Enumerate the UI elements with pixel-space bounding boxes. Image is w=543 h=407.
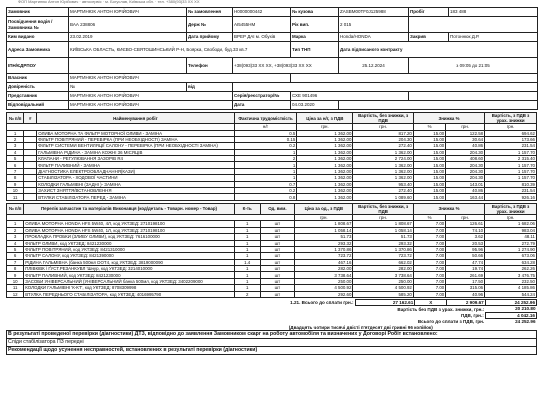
works-col-sum: Вартість, з ПДВ з урах. знижки: [485, 113, 537, 124]
parts-row-no: 1: [7, 221, 24, 227]
works-row-sum: 810.39: [485, 181, 537, 187]
works-col-sum-nodisc: Вартість, без знижки, з ПДВ: [353, 113, 413, 124]
accept-date-value: 23.02.2019: [69, 33, 187, 42]
works-row-sum: 173.66: [485, 136, 537, 142]
works-unit-hours: н/г: [234, 124, 297, 130]
parts-row-pct: 7.00: [413, 278, 445, 284]
parts-row-unit: шт: [260, 272, 295, 278]
works-row-name: ФІЛЬТР ПАЛИВНИЙ - ЗАМІНА: [37, 162, 235, 168]
works-row-no: 4: [7, 149, 24, 155]
grand-total-x: X: [415, 300, 447, 306]
parts-row-name: ФІЛЬТР САЛОНУ, код УКТЗЕД: 8421390000: [24, 253, 234, 259]
parts-row-price: 293.32: [295, 240, 353, 246]
works-col-hours: Фактична трудомісткість: [234, 113, 297, 124]
owner-label: Власник: [7, 74, 69, 83]
closed-by-value: Потоннюк Д.Р.: [449, 33, 538, 42]
parts-row-unit: шт: [260, 253, 295, 259]
parts-row-disc: 19.74: [446, 266, 485, 272]
parts-row-unit: шт: [260, 291, 295, 297]
customer-label: Замовник: [7, 8, 69, 17]
works-row-name: КЛАПАНИ - РЕГУЛЮВАННЯ ЗАЗОРІВ R4: [37, 156, 235, 162]
parts-row-disc: 126.61: [446, 221, 485, 227]
works-row-sum: 231.54: [485, 188, 537, 194]
parts-col-nodisc: Вартість, без знижки, з ПДВ: [353, 203, 413, 214]
parts-row-sum: 272.79: [485, 240, 537, 246]
works-row-hours: 0.5: [234, 130, 297, 136]
works-row-no: 10: [7, 188, 24, 194]
phone-value: +38(093)33 XX XX, +38(093)33 XX XX: [233, 58, 339, 74]
works-row-nodisc: 272.40: [353, 143, 413, 149]
parts-row-unit: шт: [260, 246, 295, 252]
parts-row-nodisc: 250.00: [353, 278, 413, 284]
parts-row-sum: 634.28: [485, 259, 537, 265]
parts-row-sum: 1 682.06: [485, 221, 537, 227]
parts-row-no: 7: [7, 259, 24, 265]
works-row-disc: 122.58: [446, 130, 485, 136]
parts-row-pct: 7.00: [413, 221, 445, 227]
works-row-name: ДІАГНОСТИКА ЕЛЕКТРООБЛАДНАННЯ(КАЗИ): [37, 168, 235, 174]
works-row-pct: 15.00: [413, 194, 445, 200]
tax-id-value: [69, 58, 187, 74]
who-issued-value: ВРЕР ДАІ м. Обухів: [233, 33, 291, 42]
works-row-no: 3: [7, 143, 24, 149]
parts-row-qty: 1: [234, 278, 260, 284]
works-row-no: 8: [7, 175, 24, 181]
parts-row-unit: шт: [260, 234, 295, 240]
order-no-label: № замовлення: [187, 8, 233, 17]
works-row-name: ГАЛЬМІВНА РІДИНА - ЗАМІНА КОЖНІ 36 МІСЯЦІВ: [37, 149, 235, 155]
amount-in-words: (Двадцять чотири тисячі двісті п'ятдесят дві гривні 96 копійок): [288, 324, 433, 330]
works-row-price: 1 362.00: [297, 143, 353, 149]
works-row-name: ФІЛЬТР ПОВІТРЯНИЙ - ПЕРЕВІРКА (ПРИ НЕОБХІДНОСТІ) ЗАМІНА: [37, 136, 235, 142]
parts-row-pct: 7.00: [413, 240, 445, 246]
works-row-hours: 0.2: [234, 143, 297, 149]
works-row-price: 1 362.00: [297, 188, 353, 194]
parts-row-price: 282.00: [295, 266, 353, 272]
works-row-no: 11: [7, 194, 24, 200]
parts-col-name: Перелік запчастин та матеріалів Виконавця (код/деталь - Товарн. номер - Товар): [24, 203, 234, 214]
net-total-value: 20 210.80: [515, 306, 536, 312]
parts-row-nodisc: 3 738.64: [353, 272, 413, 278]
plate-label: Держ №: [187, 17, 233, 33]
parts-row-nodisc: 1 058.14: [353, 227, 413, 233]
works-row-sum: 2 315.40: [485, 156, 537, 162]
parts-row-name: РІДИНА ГАЛЬМІВНА (банка 500мл DOT4, код УКТЗЕД: 3819000090: [24, 259, 234, 265]
works-row-hours: 1: [234, 175, 297, 181]
parts-row-sum: 48.11: [485, 234, 537, 240]
parts-row-price: 1 370.86: [295, 246, 353, 252]
who-issued-label: Ким видано: [7, 33, 69, 42]
works-row-no: 5: [7, 156, 24, 162]
works-row-disc: 40.86: [446, 188, 485, 194]
parts-row-name: ОЛИВА МОТОРНА HONDA HFS 5W40, 4Л, код УКТЗЕД: 2710198100: [24, 221, 234, 227]
vat-value: 4 042.16: [485, 312, 536, 318]
works-row-sum: 231.54: [485, 143, 537, 149]
responsible-value: МАРТИНЮК АНТОН ЮРІЙОВИЧ: [69, 101, 233, 110]
parts-row-qty: 1: [234, 266, 260, 272]
parts-row-name: ФІЛЬТР ПОВІТРЯНИЙ, код УКТЗЕД: 8421310000: [24, 246, 234, 252]
works-unit-sum: грн.: [353, 124, 413, 130]
works-row-hours: 2: [234, 156, 297, 162]
parts-row-qty: 1: [234, 240, 260, 246]
year-value: 2 015: [339, 17, 409, 33]
parts-row-unit: шт: [260, 285, 295, 291]
works-row-no: 1: [7, 130, 24, 136]
works-row-disc: 204.30: [446, 175, 485, 181]
works-row-sum: 1 157.70: [485, 162, 537, 168]
tax-id-label: ІПН/ЄДРПОУ: [7, 58, 69, 74]
totals-block: [6, 299, 537, 330]
parts-row-disc: 95.96: [446, 246, 485, 252]
parts-row-sum: 544.24: [485, 291, 537, 297]
parts-row-disc: 40.96: [446, 291, 485, 297]
parts-col-unit: Од. вим.: [260, 203, 295, 214]
parts-row-price: 3 738.64: [295, 272, 353, 278]
works-col-discount: Знижка %: [413, 113, 484, 124]
parts-row-qty: 1.4: [234, 259, 260, 265]
parts-row-nodisc: 293.32: [353, 240, 413, 246]
parts-row-pct: 7.00: [413, 291, 445, 297]
parts-row-price: 4 500.92: [295, 285, 353, 291]
works-col-name: Найменування робіт: [37, 113, 235, 124]
vin-value: ZASBM00TF0J125988: [339, 8, 409, 17]
works-row-name: ФІЛЬТР СИСТЕМИ ВЕНТИЛЯЦІЇ САЛОНУ - ПЕРЕВІРКА (ПРИ НЕОБХІДНОСТІ ЗАМІНА): [37, 143, 235, 149]
parts-row-price: 51.73: [295, 234, 353, 240]
works-row-no: 6: [7, 162, 24, 168]
parts-row-disc: 17.50: [446, 278, 485, 284]
works-row-disc: 408.60: [446, 156, 485, 162]
works-unit-pct: %: [413, 124, 445, 130]
parts-unit-pct: %: [413, 214, 445, 220]
works-row: [7, 194, 537, 200]
parts-row-nodisc: 723.72: [353, 253, 413, 259]
parts-col-price: Ціна за од., з ПДВ: [295, 203, 353, 214]
works-row-disc: 143.01: [446, 181, 485, 187]
works-row-no: 2: [7, 136, 24, 142]
works-row-hours: 1: [234, 149, 297, 155]
works-row-nodisc: 2 724.00: [353, 156, 413, 162]
registrar-label: Серія/реєстратор/№: [233, 92, 291, 101]
period-time: з 09:05 до 21:05: [409, 58, 538, 74]
works-row-no: 7: [7, 168, 24, 174]
parts-row-disc: 261.69: [446, 272, 485, 278]
works-row-hours: 1: [234, 168, 297, 174]
works-table: [6, 112, 537, 201]
driver-cert-label: Посвідчення водія / Замовника №: [7, 17, 69, 33]
driver-cert-value: ВАА 238806: [69, 17, 187, 33]
parts-row-qty: 1: [234, 234, 260, 240]
works-row-nodisc: 204.30: [353, 136, 413, 142]
works-row-pct: 15.00: [413, 149, 445, 155]
works-col-hour-price: Ціна за н/г, з ПДВ: [297, 113, 353, 124]
blank-cell: [233, 83, 538, 92]
net-total-label: Вартість без ПДВ з урах. знижки, грн.:: [397, 306, 485, 312]
works-row-pct: 15.00: [413, 136, 445, 142]
parts-row-price: 250.00: [295, 278, 353, 284]
works-row-hours: 0.2: [234, 188, 297, 194]
works-row-disc: 204.30: [446, 168, 485, 174]
contract-date-label: Дата підписаного контракту: [339, 42, 538, 58]
parts-row-qty: 1: [234, 285, 260, 291]
make-value: Honda/HONDA: [339, 33, 409, 42]
works-row-nodisc: 1 362.00: [353, 175, 413, 181]
parts-row-unit: шт: [260, 240, 295, 246]
registrar-value: СХЕ 901496: [291, 92, 409, 101]
works-row-price: 1 362.00: [297, 162, 353, 168]
parts-row-sum: 4 185.86: [485, 285, 537, 291]
payable-value: 24 252.96: [515, 318, 536, 324]
proxy-from-label: від: [187, 83, 233, 92]
works-row-hours: 0.15: [234, 136, 297, 142]
parts-row-disc: 50.66: [446, 253, 485, 259]
works-row-price: 1 362.00: [297, 136, 353, 142]
parts-row-qty: 1: [234, 227, 260, 233]
works-row-disc: 204.30: [446, 162, 485, 168]
vat-label: ПДВ, грн.:: [460, 312, 484, 318]
works-row-sum: 1 157.70: [485, 168, 537, 174]
conclusion-line-1: В результаті проведеної перевірки (діагностики) ДТЗ, відповідно до заявлення Замовником скарг на роботу автомобіля та визначених у Договорі Робіт встановлено:: [7, 331, 537, 339]
parts-row-qty: 1: [234, 221, 260, 227]
parts-col-qty: К-ть: [234, 203, 260, 214]
owner-value: МАРТИНЮК АНТОН ЮРІЙОВИЧ: [69, 74, 291, 83]
works-unit-total: грн.: [485, 124, 537, 130]
date-label: Дата: [233, 101, 291, 110]
works-row-price: 1 362.00: [297, 130, 353, 136]
parts-unit-nods: грн.: [353, 214, 413, 220]
works-row-sum: 694.62: [485, 130, 537, 136]
conclusion-line-2: Сліди стабілізатора ПЗ передні: [7, 339, 537, 347]
works-row-pct: 15.00: [413, 143, 445, 149]
representative-label: Представник: [7, 92, 69, 101]
parts-row-price: 467.16: [295, 259, 353, 265]
parts-row-qty: 1: [234, 272, 260, 278]
parts-row-no: 5: [7, 246, 24, 252]
parts-row-nodisc: 662.02: [353, 259, 413, 265]
parts-row-nodisc: 4 500.92: [353, 285, 413, 291]
representative-value: МАРТИНЮК АНТОН ЮРІЙОВИЧ: [69, 92, 233, 101]
parts-row-pct: 7.00: [413, 285, 445, 291]
address-value: КИЇВСЬКА ОБЛАСТЬ, КИЄВО-СВЯТОШИНСЬКИЙ Р-Н, Боярка, Свободи, буд.33 кв.7: [69, 42, 291, 58]
works-row-nodisc: 1 362.00: [353, 162, 413, 168]
works-unit-disc: грн.: [446, 124, 485, 130]
parts-row-name: ОЛИВА МОТОРНА HONDA HFS 5W40, 1Л, код УКТЗЕД: 2710198100: [24, 227, 234, 233]
grand-total-disc: 2 909.67: [447, 300, 485, 306]
works-row-price: 1 362.00: [297, 156, 353, 162]
works-row-no: 9: [7, 181, 24, 187]
parts-row-qty: 1: [234, 253, 260, 259]
parts-row-disc: 74.10: [446, 227, 485, 233]
parts-row-nodisc: 282.00: [353, 266, 413, 272]
parts-row-price: 723.72: [295, 253, 353, 259]
tnp-type-label: Тип ТНП: [291, 42, 339, 58]
parts-unit-disc: грн.: [446, 214, 485, 220]
parts-row-sum: 1 274.90: [485, 246, 537, 252]
parts-row-unit: шт: [260, 227, 295, 233]
works-row-name: СТАБІЛІЗАТОРА - ХОДОВОЇ ЧАСТИНИ: [37, 175, 235, 181]
parts-row-unit: шт: [260, 278, 295, 284]
works-row-name: ВТУЛКИ СТАБІЛІЗАТОРА ПЕРЕД - ЗАМІНА: [37, 194, 235, 200]
parts-row-disc: 3.62: [446, 234, 485, 240]
works-row-pct: 15.00: [413, 168, 445, 174]
parts-row-no: 9: [7, 272, 24, 278]
works-row-price: 1 362.00: [297, 175, 353, 181]
parts-row-disc: 47.74: [446, 259, 485, 265]
parts-row-unit: шт: [260, 221, 295, 227]
date-value: 04.03.2020: [291, 101, 339, 110]
works-row-pct: 15.00: [413, 162, 445, 168]
works-row-pct: 15.00: [413, 181, 445, 187]
grand-total-nodisc: 27 162.61: [355, 300, 415, 306]
parts-row-sum: 232.50: [485, 278, 537, 284]
make-label: Марка: [291, 33, 339, 42]
parts-row-sum: 673.06: [485, 253, 537, 259]
closed-by-label: Закрив: [409, 33, 449, 42]
works-row-disc: 40.86: [446, 143, 485, 149]
parts-row-no: 4: [7, 240, 24, 246]
blank-cell: [409, 17, 538, 33]
parts-col-discount: Знижка %: [413, 203, 484, 214]
works-row-name: КОЛОДКИ ГАЛЬМІВНІ (ЗАДНІ )- ЗАМІНА: [37, 181, 235, 187]
works-row-sum: 926.16: [485, 194, 537, 200]
parts-row-pct: 7.00: [413, 259, 445, 265]
works-row-nodisc: 817.20: [353, 130, 413, 136]
document-top-line: ФОП Мартинюк Антон Юрійович · автосервіс · м. Богуслав, Київська обл. · тел. +380(93)33 XX XX: [18, 0, 200, 4]
works-row-pct: 15.00: [413, 130, 445, 136]
parts-row-no: 2: [7, 227, 24, 233]
vin-label: № кузова: [291, 8, 339, 17]
works-row-code: [24, 194, 37, 200]
works-body: [7, 130, 537, 200]
parts-row-qty: 2: [234, 291, 260, 297]
works-row-pct: 15.00: [413, 156, 445, 162]
parts-row-pct: 7.00: [413, 234, 445, 240]
parts-row-no: 6: [7, 253, 24, 259]
proxy-label: Довіреність: [7, 83, 69, 92]
proxy-value: №: [69, 83, 187, 92]
parts-row-unit: шт: [260, 266, 295, 272]
year-label: Рік вип.: [291, 17, 339, 33]
parts-row-nodisc: 51.73: [353, 234, 413, 240]
works-row-nodisc: 953.40: [353, 181, 413, 187]
parts-row-sum: 262.26: [485, 266, 537, 272]
works-row-disc: 163.44: [446, 194, 485, 200]
parts-row-price: 292.60: [295, 291, 353, 297]
parts-row-no: 3: [7, 234, 24, 240]
parts-row-name: ПЛІВКІВК \ ҐУСТ.РЕЗАНКУВЛ 'Шнур, код УКТЗЕД: 3214010000: [24, 266, 234, 272]
responsible-label: Відповідальний: [7, 101, 69, 110]
parts-row-pct: 7.00: [413, 246, 445, 252]
parts-unit-total: грн.: [485, 214, 537, 220]
phone-label: Телефон: [187, 58, 233, 74]
parts-table: [6, 203, 537, 298]
works-row-pct: 15.00: [413, 175, 445, 181]
conclusion-table: [6, 330, 537, 355]
conclusion-line-3: Рекомендації щодо усунення несправностей, встановлених в результаті перевірки (діагностики): [7, 347, 537, 355]
parts-row-price: 1 058.14: [295, 227, 353, 233]
parts-row-pct: 7.00: [413, 253, 445, 259]
customer-value: МАРТИНЮК АНТОН ЮРІЙОВИЧ: [69, 8, 187, 17]
parts-col-sum: Вартість, з ПДВ з урах. знижки: [485, 203, 537, 214]
parts-row-pct: 7.00: [413, 272, 445, 278]
parts-unit-price: грн.: [295, 214, 353, 220]
parts-row-disc: 20.53: [446, 240, 485, 246]
parts-row-name: ФІЛЬТР ОЛИВИ, код УКТЗЕД: 8421230000: [24, 240, 234, 246]
blank-cell: [339, 101, 538, 110]
parts-row-nodisc: 585.20: [353, 291, 413, 297]
parts-row-sum: 3 476.75: [485, 272, 537, 278]
period-date: 25.12.2024: [339, 58, 409, 74]
grand-total-label: 1.21. Всього до сплати грн.:: [290, 300, 354, 306]
parts-col-no: № п/п: [7, 203, 24, 214]
blank-cell: [409, 92, 538, 101]
parts-row: [7, 291, 537, 297]
works-row-price: 1 362.00: [297, 181, 353, 187]
parts-row-nodisc: 1 370.86: [353, 246, 413, 252]
works-row-price: 1 362.00: [297, 194, 353, 200]
parts-row-no: 10: [7, 278, 24, 284]
grand-total-sum: 24 252.96: [485, 300, 536, 306]
works-row-nodisc: 1 362.00: [353, 149, 413, 155]
works-row-hours: 0.7: [234, 181, 297, 187]
works-row-sum: 1 157.70: [485, 149, 537, 155]
parts-row-disc: 315.06: [446, 285, 485, 291]
works-col-code: #: [24, 113, 37, 124]
order-header-table: [6, 7, 538, 110]
works-row-name: ЗАХИСТ ЗНЯТТЯ/ВСТАНОВЛЕННЯ: [37, 188, 235, 194]
order-no-value: Н0000000442: [233, 8, 291, 17]
works-row-sum: 1 157.70: [485, 175, 537, 181]
works-row-name: ОЛИВА МОТОРНА ТА ФІЛЬТР МОТОРНОЇ ОЛИВИ - ЗАМІНА: [37, 130, 235, 136]
works-row-hours: 1: [234, 162, 297, 168]
parts-row-no: 11: [7, 285, 24, 291]
parts-row-name: ВТУЛКА ПЕРЕДНЬОГО СТАБІЛІЗАТОРА, код УКТЗЕД: 4016995790: [24, 291, 234, 297]
parts-row-no: 12: [7, 291, 24, 297]
parts-row-name: ПРОКЛАДКА ПРОБКИ (ЗЛИВУ ОЛИВИ), код УКТЗЕД: 7616100000: [24, 234, 234, 240]
plate-value: АІ5455НМ: [233, 17, 291, 33]
works-row-price: 1 362.00: [297, 168, 353, 174]
works-row-hours: 0.8: [234, 194, 297, 200]
parts-row-nodisc: 1 808.67: [353, 221, 413, 227]
mileage-label: Пробіг: [409, 8, 449, 17]
parts-row-qty: 1: [234, 246, 260, 252]
works-col-no: № п/п: [7, 113, 24, 124]
parts-row-name: КОЛОДКИ ГАЛЬМІВНІ 'К-КТ', код УКТЗЕД: 8708309998: [24, 285, 234, 291]
works-row-nodisc: 272.40: [353, 188, 413, 194]
parts-row-unit: шт: [260, 259, 295, 265]
accept-date-label: Дата прийому: [187, 33, 233, 42]
works-row-disc: 204.30: [446, 149, 485, 155]
works-row-pct: 15.00: [413, 188, 445, 194]
blank-cell: [291, 74, 538, 83]
works-row-price: 1 362.00: [297, 149, 353, 155]
works-row-nodisc: 1 089.60: [353, 194, 413, 200]
parts-row-price: 1 808.67: [295, 221, 353, 227]
parts-body: [7, 221, 537, 298]
address-label: Адреса Замовника: [7, 42, 69, 58]
works-row-nodisc: 1 362.00: [353, 168, 413, 174]
mileage-value: 183 488: [449, 8, 538, 17]
works-unit-price: грн.: [297, 124, 353, 130]
parts-row-name: ФІЛЬТР ПАЛИВНИЙ, код УКТЗЕД: 8421230000: [24, 272, 234, 278]
parts-row-pct: 7.00: [413, 266, 445, 272]
parts-row-no: 8: [7, 266, 24, 272]
parts-row-sum: 983.04: [485, 227, 537, 233]
parts-row-pct: 7.00: [413, 227, 445, 233]
payable-label: Всього до сплати з ПДВ, грн.: [417, 318, 485, 324]
parts-row-name: ЗАСОБИ УНІВЕРСАЛЬНИЙ (УНІВЕРСАЛЬНИЙ банка 500мл, код УКТЗЕД: 3402209000: [24, 278, 234, 284]
works-row-disc: 30.64: [446, 136, 485, 142]
